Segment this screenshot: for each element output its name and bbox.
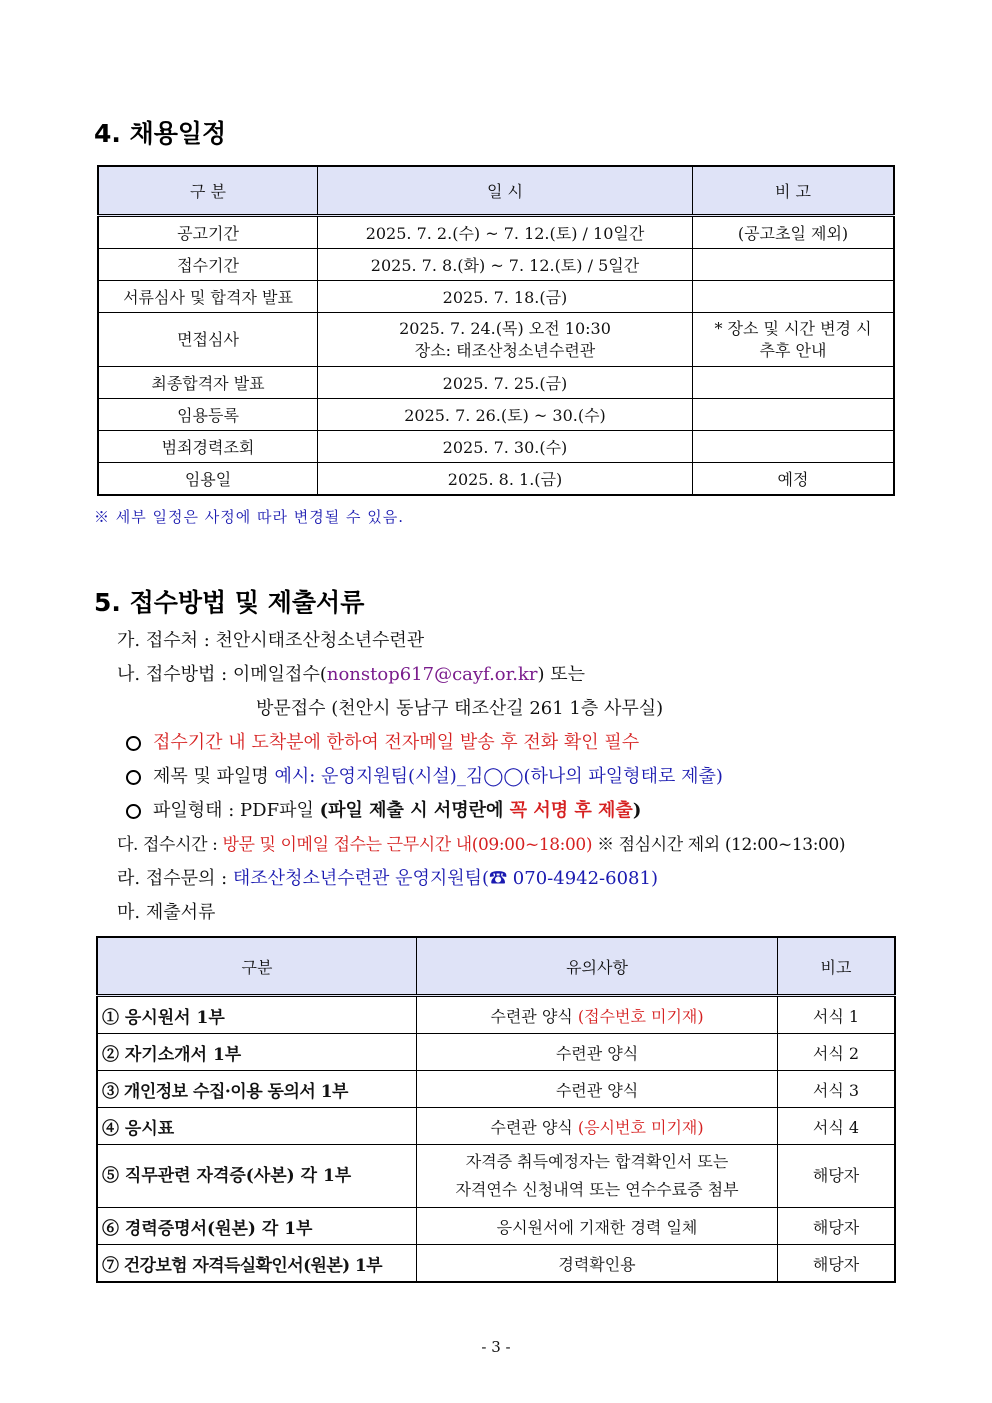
doc-note: 경력확인용: [417, 1245, 778, 1283]
doc-note: 수련관 양식: [417, 1071, 778, 1108]
circle-bullet-icon: [126, 804, 141, 819]
doc-remark: 해당자: [778, 1208, 896, 1245]
cell: 임용등록: [98, 399, 318, 431]
doc-note-red: (접수번호 미기재): [577, 1006, 704, 1026]
col-header: 구 분: [98, 166, 318, 216]
table-row: [97, 1071, 895, 1108]
doc-note: [417, 996, 778, 1034]
visit-receipt: 방문접수 (천안시 동남구 태조산길 261 1층 사무실): [256, 698, 664, 719]
bullet-2: [126, 762, 723, 788]
doc-name: ② 자기소개서 1부: [97, 1034, 417, 1071]
table-row: [98, 399, 894, 431]
signature-required: 꼭 서명 후 제출: [509, 800, 633, 821]
bullet-3: [126, 796, 641, 822]
inquiry: [117, 864, 658, 890]
cell: 면접심사: [98, 313, 318, 367]
receipt-time: [117, 830, 845, 855]
cell: [693, 367, 895, 399]
doc-remark: 서식 2: [778, 1034, 896, 1071]
circle-bullet-icon: [126, 770, 141, 785]
table-row: [98, 281, 894, 313]
interview-note: * 장소 및 시간 변경 시: [714, 318, 872, 338]
col-header: 비 고: [693, 166, 895, 216]
doc-note-text: 수련관 양식: [490, 1006, 578, 1026]
table-row: [98, 367, 894, 399]
receipt-time-label: 다. 접수시간 :: [117, 835, 223, 855]
interview-time: 2025. 7. 24.(목) 오전 10:30: [399, 318, 611, 338]
doc-note: 응시원서에 기재한 경력 일체: [417, 1208, 778, 1245]
cell: 서류심사 및 합격자 발표: [98, 281, 318, 313]
inquiry-contact: 태조산청소년수련관 운영지원팀(☎ 070-4942-6081): [232, 868, 658, 889]
cell: (공고초일 제외): [693, 216, 895, 249]
table-row: [98, 313, 894, 367]
doc-name: ① 응시원서 1부: [97, 996, 417, 1034]
schedule-note: ※ 세부 일정은 사정에 따라 변경될 수 있음.: [94, 508, 404, 526]
doc-name: ⑥ 경력증명서(원본) 각 1부: [97, 1208, 417, 1245]
cell: [318, 313, 693, 367]
cell: 공고기간: [98, 216, 318, 249]
doc-note-red: (응시번호 미기재): [577, 1117, 704, 1137]
cell: 예정: [693, 463, 895, 496]
col-header: 비고: [778, 937, 896, 996]
receipt-hours: 방문 및 이메일 접수는 근무시간 내(09:00~18:00): [222, 835, 593, 855]
doc-name: ⑤ 직무관련 자격증(사본) 각 1부: [97, 1145, 417, 1208]
table-row: [98, 431, 894, 463]
receipt-place: 가. 접수처 : 천안시태조산청소년수련관: [117, 630, 425, 651]
email-link[interactable]: nonstop617@cayf.or.kr: [326, 664, 538, 685]
page-number: - 3 -: [481, 1338, 511, 1356]
inquiry-label: 라. 접수문의 :: [117, 868, 233, 889]
cell: 2025. 7. 30.(수): [318, 431, 693, 463]
table-row: [97, 1145, 895, 1208]
cell: 2025. 7. 26.(토) ~ 30.(수): [318, 399, 693, 431]
cell: 2025. 8. 1.(금): [318, 463, 693, 496]
cell: [693, 313, 895, 367]
doc-note-line-1: 자격증 취득예정자는 합격확인서 또는: [465, 1152, 729, 1171]
table-row: [98, 463, 894, 496]
col-header: 유의사항: [417, 937, 778, 996]
cell: [693, 399, 895, 431]
cell: 2025. 7. 25.(금): [318, 367, 693, 399]
col-header: 구분: [97, 937, 417, 996]
doc-remark: 해당자: [778, 1245, 896, 1283]
interview-note-2: 추후 안내: [759, 340, 827, 360]
table-row: [98, 249, 894, 281]
cell: 2025. 7. 2.(수) ~ 7. 12.(토) / 10일간: [318, 216, 693, 249]
doc-remark: 해당자: [778, 1145, 896, 1208]
doc-note: [417, 1108, 778, 1145]
doc-note-line-2: 자격연수 신청내역 또는 연수수료증 첨부: [455, 1180, 739, 1199]
documents-label: 마. 제출서류: [117, 902, 216, 923]
cell: 최종합격자 발표: [98, 367, 318, 399]
cell: 접수기간: [98, 249, 318, 281]
doc-note-text: 수련관 양식: [490, 1117, 578, 1137]
bullet-3-bold: (파일 제출 시 서명란에: [319, 800, 510, 821]
table-row: [97, 1034, 895, 1071]
schedule-table: [97, 165, 895, 496]
table-row: [97, 996, 895, 1034]
table-row: [97, 1245, 895, 1283]
receipt-method-suffix: ) 또는: [537, 664, 586, 685]
doc-name: ⑦ 건강보험 자격득실확인서(원본) 1부: [97, 1245, 417, 1283]
section-5-title: 5. 접수방법 및 제출서류: [94, 588, 365, 617]
interview-place: 장소: 태조산청소년수련관: [414, 340, 596, 360]
cell: [693, 431, 895, 463]
table-row: [98, 216, 894, 249]
cell: 범죄경력조회: [98, 431, 318, 463]
receipt-method: [117, 660, 585, 686]
cell: 임용일: [98, 463, 318, 496]
file-name-example: 예시: 운영지원팀(시설)_김◯◯(하나의 파일형태로 제출): [274, 766, 723, 787]
cell: [693, 281, 895, 313]
bullet-2-label: 제목 및 파일명: [153, 766, 275, 787]
bullet-3-label: 파일형태 : PDF파일: [153, 800, 320, 821]
lunch-note: ※ 점심시간 제외 (12:00~13:00): [592, 835, 846, 855]
section-4-title: 4. 채용일정: [94, 119, 227, 148]
bullet-1: [126, 728, 639, 754]
doc-name: ④ 응시표: [97, 1108, 417, 1145]
doc-remark: 서식 3: [778, 1071, 896, 1108]
bullet-1-text: 접수기간 내 도착분에 한하여 전자메일 발송 후 전화 확인 필수: [153, 732, 640, 753]
cell: 2025. 7. 8.(화) ~ 7. 12.(토) / 5일간: [318, 249, 693, 281]
table-row: [97, 1208, 895, 1245]
bullet-3-close: ): [632, 800, 642, 821]
col-header: 일 시: [318, 166, 693, 216]
doc-note: 수련관 양식: [417, 1034, 778, 1071]
doc-remark: 서식 4: [778, 1108, 896, 1145]
table-row: [97, 1108, 895, 1145]
documents-table: [96, 936, 896, 1283]
cell: 2025. 7. 18.(금): [318, 281, 693, 313]
cell: [693, 249, 895, 281]
doc-note: [417, 1145, 778, 1208]
doc-remark: 서식 1: [778, 996, 896, 1034]
circle-bullet-icon: [126, 736, 141, 751]
receipt-method-label: 나. 접수방법 : 이메일접수(: [117, 664, 327, 685]
doc-name: ③ 개인정보 수집·이용 동의서 1부: [97, 1071, 417, 1108]
